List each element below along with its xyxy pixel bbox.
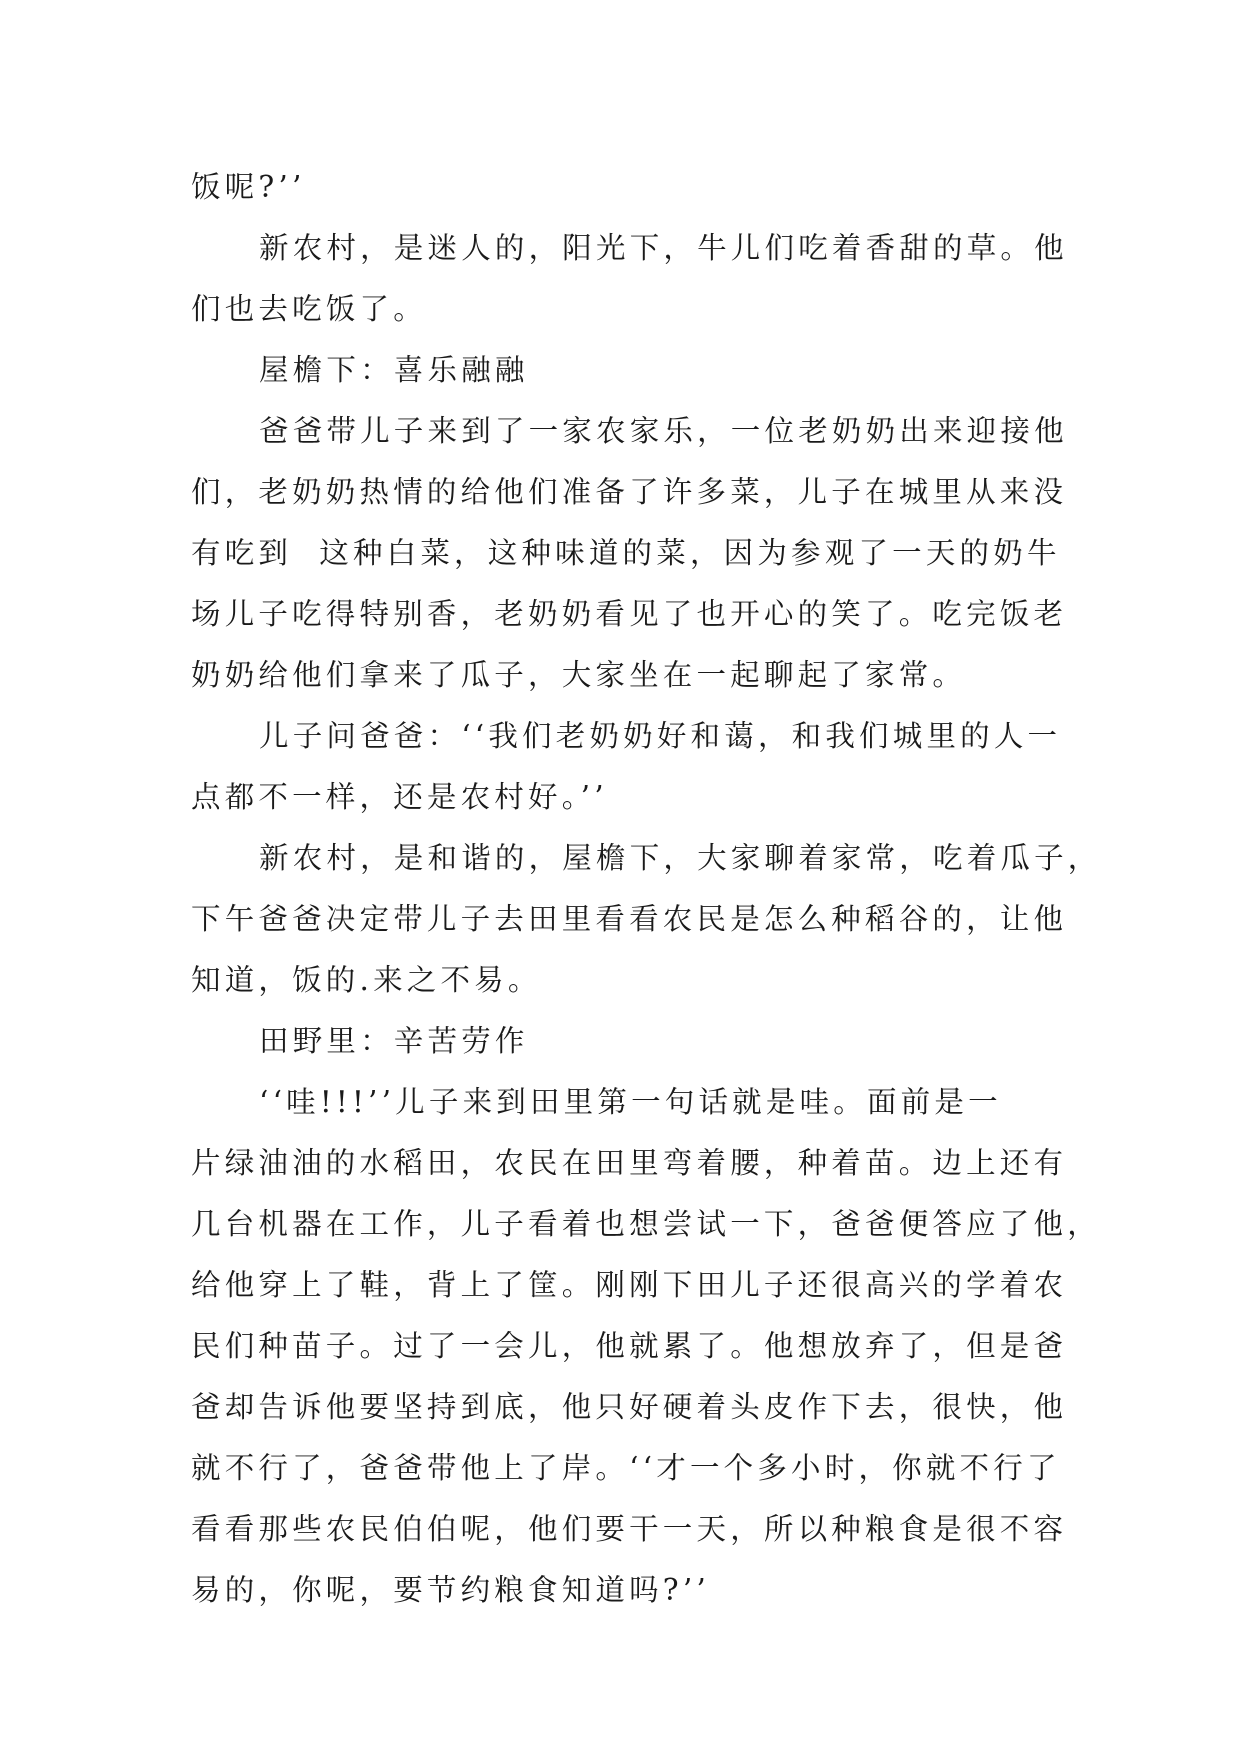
text-line: 易的，你呢，要节约粮食知道吗?’’: [191, 1573, 710, 1607]
text-line: 们也去吃饭了。: [191, 292, 427, 326]
text-line: 给他穿上了鞋，背上了筐。刚刚下田儿子还很高兴的学着农: [191, 1268, 1068, 1302]
text-line: 有吃到 这种白菜，这种味道的菜，因为参观了一天的奶牛: [191, 536, 1061, 570]
text-line: 新农村，是迷人的，阳光下，牛儿们吃着香甜的草。他: [259, 231, 1068, 265]
section-heading: 屋檐下：喜乐融融: [259, 353, 529, 387]
text-line: 几台机器在工作，儿子看着也想尝试一下，爸爸便答应了他，: [191, 1207, 1101, 1241]
text-line: 民们种苗子。过了一会儿，他就累了。他想放弃了，但是爸: [191, 1329, 1068, 1363]
text-line: 场儿子吃得特别香，老奶奶看见了也开心的笑了。吃完饭老: [191, 597, 1068, 631]
text-line: 饭呢?’’: [191, 170, 306, 204]
text-line: 片绿油油的水稻田，农民在田里弯着腰，种着苗。边上还有: [191, 1146, 1068, 1180]
text-line: 新农村，是和谐的，屋檐下，大家聊着家常，吃着瓜子，: [259, 841, 1102, 875]
text-line: 看看那些农民伯伯呢，他们要干一天，所以种粮食是很不容: [191, 1512, 1068, 1546]
text-line: 奶奶给他们拿来了瓜子，大家坐在一起聊起了家常。: [191, 658, 967, 692]
section-heading: 田野里：辛苦劳作: [259, 1024, 529, 1058]
text-line: 知道，饭的.来之不易。: [191, 963, 542, 997]
text-line: 就不行了，爸爸带他上了岸。‘‘才一个多小时，你就不行了: [191, 1451, 1061, 1485]
document-body: [191, 157, 1102, 1621]
text-line: 爸却告诉他要坚持到底，他只好硬着头皮作下去，很快，他: [191, 1390, 1068, 1424]
text-line: 爸爸带儿子来到了一家农家乐，一位老奶奶出来迎接他: [259, 414, 1068, 448]
text-line: ‘‘哇!!!’’儿子来到田里第一句话就是哇。面前是一: [259, 1085, 1002, 1119]
text-line: 下午爸爸决定带儿子去田里看看农民是怎么种稻谷的，让他: [191, 902, 1068, 936]
text-line: 点都不一样，还是农村好。’’: [191, 780, 608, 814]
text-line: 们，老奶奶热情的给他们准备了许多菜，儿子在城里从来没: [191, 475, 1068, 509]
text-line: 儿子问爸爸：‘‘我们老奶奶好和蔼，和我们城里的人一: [259, 719, 1062, 753]
